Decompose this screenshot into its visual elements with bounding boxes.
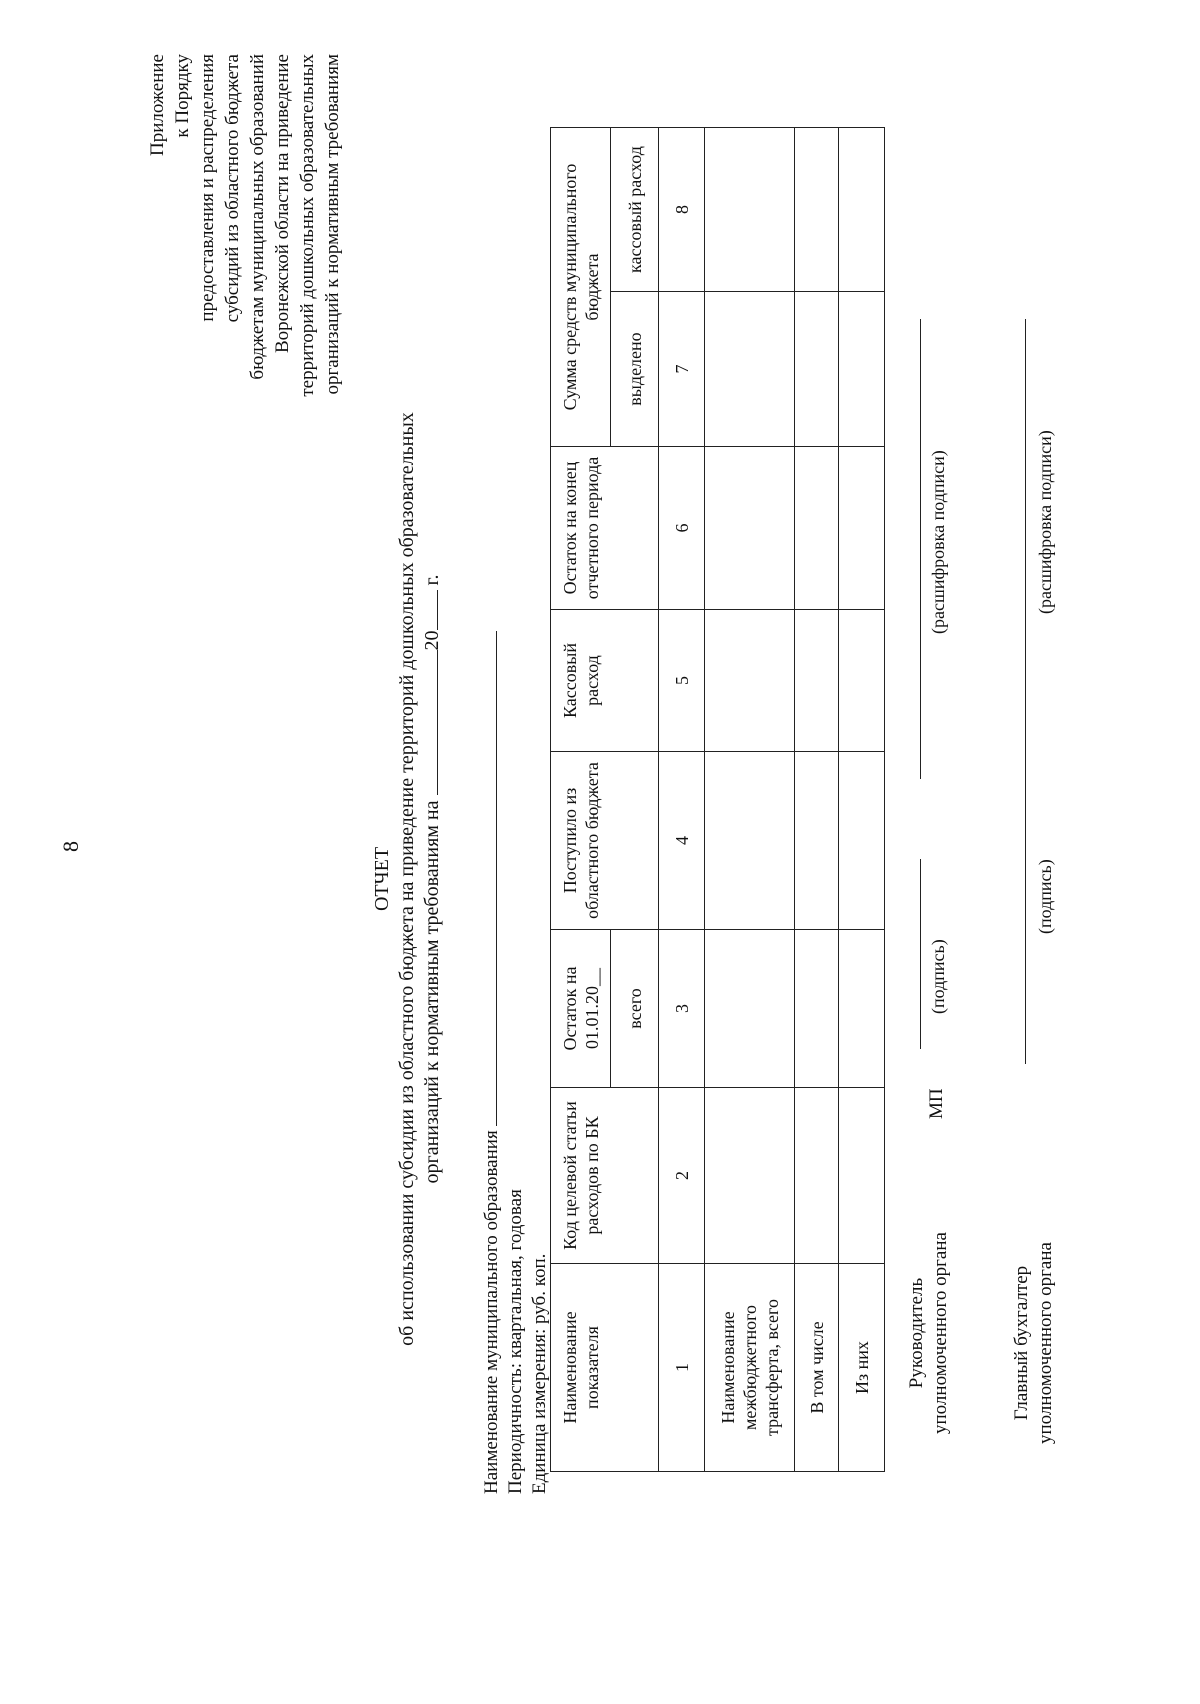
column-number: 1 xyxy=(659,1264,705,1472)
head-decoding-caption: (расшифровка подписи) xyxy=(928,450,948,634)
appendix-line: Приложение xyxy=(147,54,168,156)
table-cell xyxy=(795,752,839,930)
appendix-line: территорий дошкольных образовательных xyxy=(297,54,318,397)
seal-mark: МП xyxy=(926,1088,947,1119)
table-cell xyxy=(839,1088,885,1264)
accountant-signature-caption: (подпись) xyxy=(1035,859,1055,934)
report-year-suffix: г. xyxy=(421,574,443,586)
column-number: 3 xyxy=(659,930,705,1088)
report-subject-line: об использовании субсидии из областного бюджета на приведение территорий дошкольных образовательных xyxy=(396,412,418,1346)
report-title xyxy=(370,314,445,1444)
appendix-line: Воронежской области на приведение xyxy=(272,54,293,354)
municipality-line xyxy=(480,631,504,1494)
report-date-blank xyxy=(437,650,438,795)
table-cell xyxy=(705,752,795,930)
subheader-total: всего xyxy=(611,930,659,1088)
municipality-blank xyxy=(496,631,497,1126)
table-row xyxy=(795,128,839,1472)
table-cell xyxy=(839,128,885,292)
accountant-decoding-line xyxy=(1025,319,1026,679)
appendix-line: организаций к нормативным требованиям xyxy=(322,54,343,395)
subheader-allocated: выделено xyxy=(611,292,659,447)
table-cell xyxy=(795,447,839,610)
accountant-signature-line xyxy=(1025,679,1026,1064)
header-balance-start: Остаток на 01.01.20__ xyxy=(551,930,611,1088)
header-municipal-funds: Сумма средств муниципального бюджета xyxy=(551,128,611,447)
head-title-line2: уполномоченного органа xyxy=(930,1232,951,1434)
report-year-blank xyxy=(437,590,438,630)
report-meta xyxy=(480,631,552,1494)
header-indicator-name: Наименование показателя xyxy=(551,1264,659,1472)
table-cell xyxy=(795,1088,839,1264)
report-heading: ОТЧЕТ xyxy=(371,846,393,912)
report-year-prefix: 20 xyxy=(421,630,443,651)
municipality-label: Наименование муниципального образования xyxy=(481,1130,502,1494)
column-number: 6 xyxy=(659,447,705,610)
appendix-line: предоставления и распределения xyxy=(197,54,218,322)
table-cell xyxy=(795,930,839,1088)
table-row xyxy=(839,128,885,1472)
table-cell xyxy=(705,128,795,292)
head-decoding-line xyxy=(920,319,921,779)
appendix-line: бюджетам муниципальных образований xyxy=(247,54,268,380)
column-number: 5 xyxy=(659,610,705,752)
head-signature-caption: (подпись) xyxy=(928,939,948,1014)
column-number: 7 xyxy=(659,292,705,447)
table-cell xyxy=(795,128,839,292)
header-cash-expense: Кассовый расход xyxy=(551,610,659,752)
table-cell xyxy=(839,610,885,752)
report-table xyxy=(550,127,885,1472)
row-name-including: В том числе xyxy=(795,1264,839,1472)
header-received-regional: Поступило из областного бюджета xyxy=(551,752,659,930)
appendix-line: субсидий из областного бюджета xyxy=(222,54,243,323)
table-cell xyxy=(705,610,795,752)
accountant-signature-block xyxy=(1010,1242,1058,1444)
table-cell xyxy=(795,610,839,752)
table-row xyxy=(705,128,795,1472)
table-cell xyxy=(839,930,885,1088)
report-date-line xyxy=(420,314,445,1444)
unit-line: Единица измерения: руб. коп. xyxy=(529,1253,550,1494)
accountant-title-line1: Главный бухгалтер xyxy=(1011,1265,1032,1421)
periodicity-line: Периодичность: квартальная, годовая xyxy=(505,1189,526,1494)
table-cell xyxy=(705,292,795,447)
column-number-row xyxy=(659,128,705,1472)
header-balance-end: Остаток на конец отчетного периода xyxy=(551,447,659,610)
head-signature-block xyxy=(905,1232,953,1434)
table-cell xyxy=(839,752,885,930)
table-cell xyxy=(795,292,839,447)
accountant-title-line2: уполномоченного органа xyxy=(1035,1242,1056,1444)
table-cell xyxy=(705,930,795,1088)
row-name-transfer-total: Наименование межбюджетного трансферта, всего xyxy=(705,1264,795,1472)
column-number: 8 xyxy=(659,128,705,292)
table-cell xyxy=(705,1088,795,1264)
subheader-municipal-cash-expense: кассовый расход xyxy=(611,128,659,292)
table-header-row xyxy=(551,128,611,1472)
header-budget-code: Код целевой статьи расходов по БК xyxy=(551,1088,659,1264)
head-signature-line xyxy=(920,859,921,1049)
table-cell xyxy=(839,447,885,610)
page-number: 8 xyxy=(58,841,83,852)
head-title-line1: Руководитель xyxy=(906,1277,927,1389)
column-number: 2 xyxy=(659,1088,705,1264)
table-cell xyxy=(705,447,795,610)
appendix-note xyxy=(145,54,345,474)
appendix-line: к Порядку xyxy=(172,54,193,138)
row-name-of-which: Из них xyxy=(839,1264,885,1472)
accountant-decoding-caption: (расшифровка подписи) xyxy=(1035,430,1055,614)
column-number: 4 xyxy=(659,752,705,930)
report-date-prefix: организаций к нормативным требованиям на xyxy=(421,800,443,1184)
table-cell xyxy=(839,292,885,447)
